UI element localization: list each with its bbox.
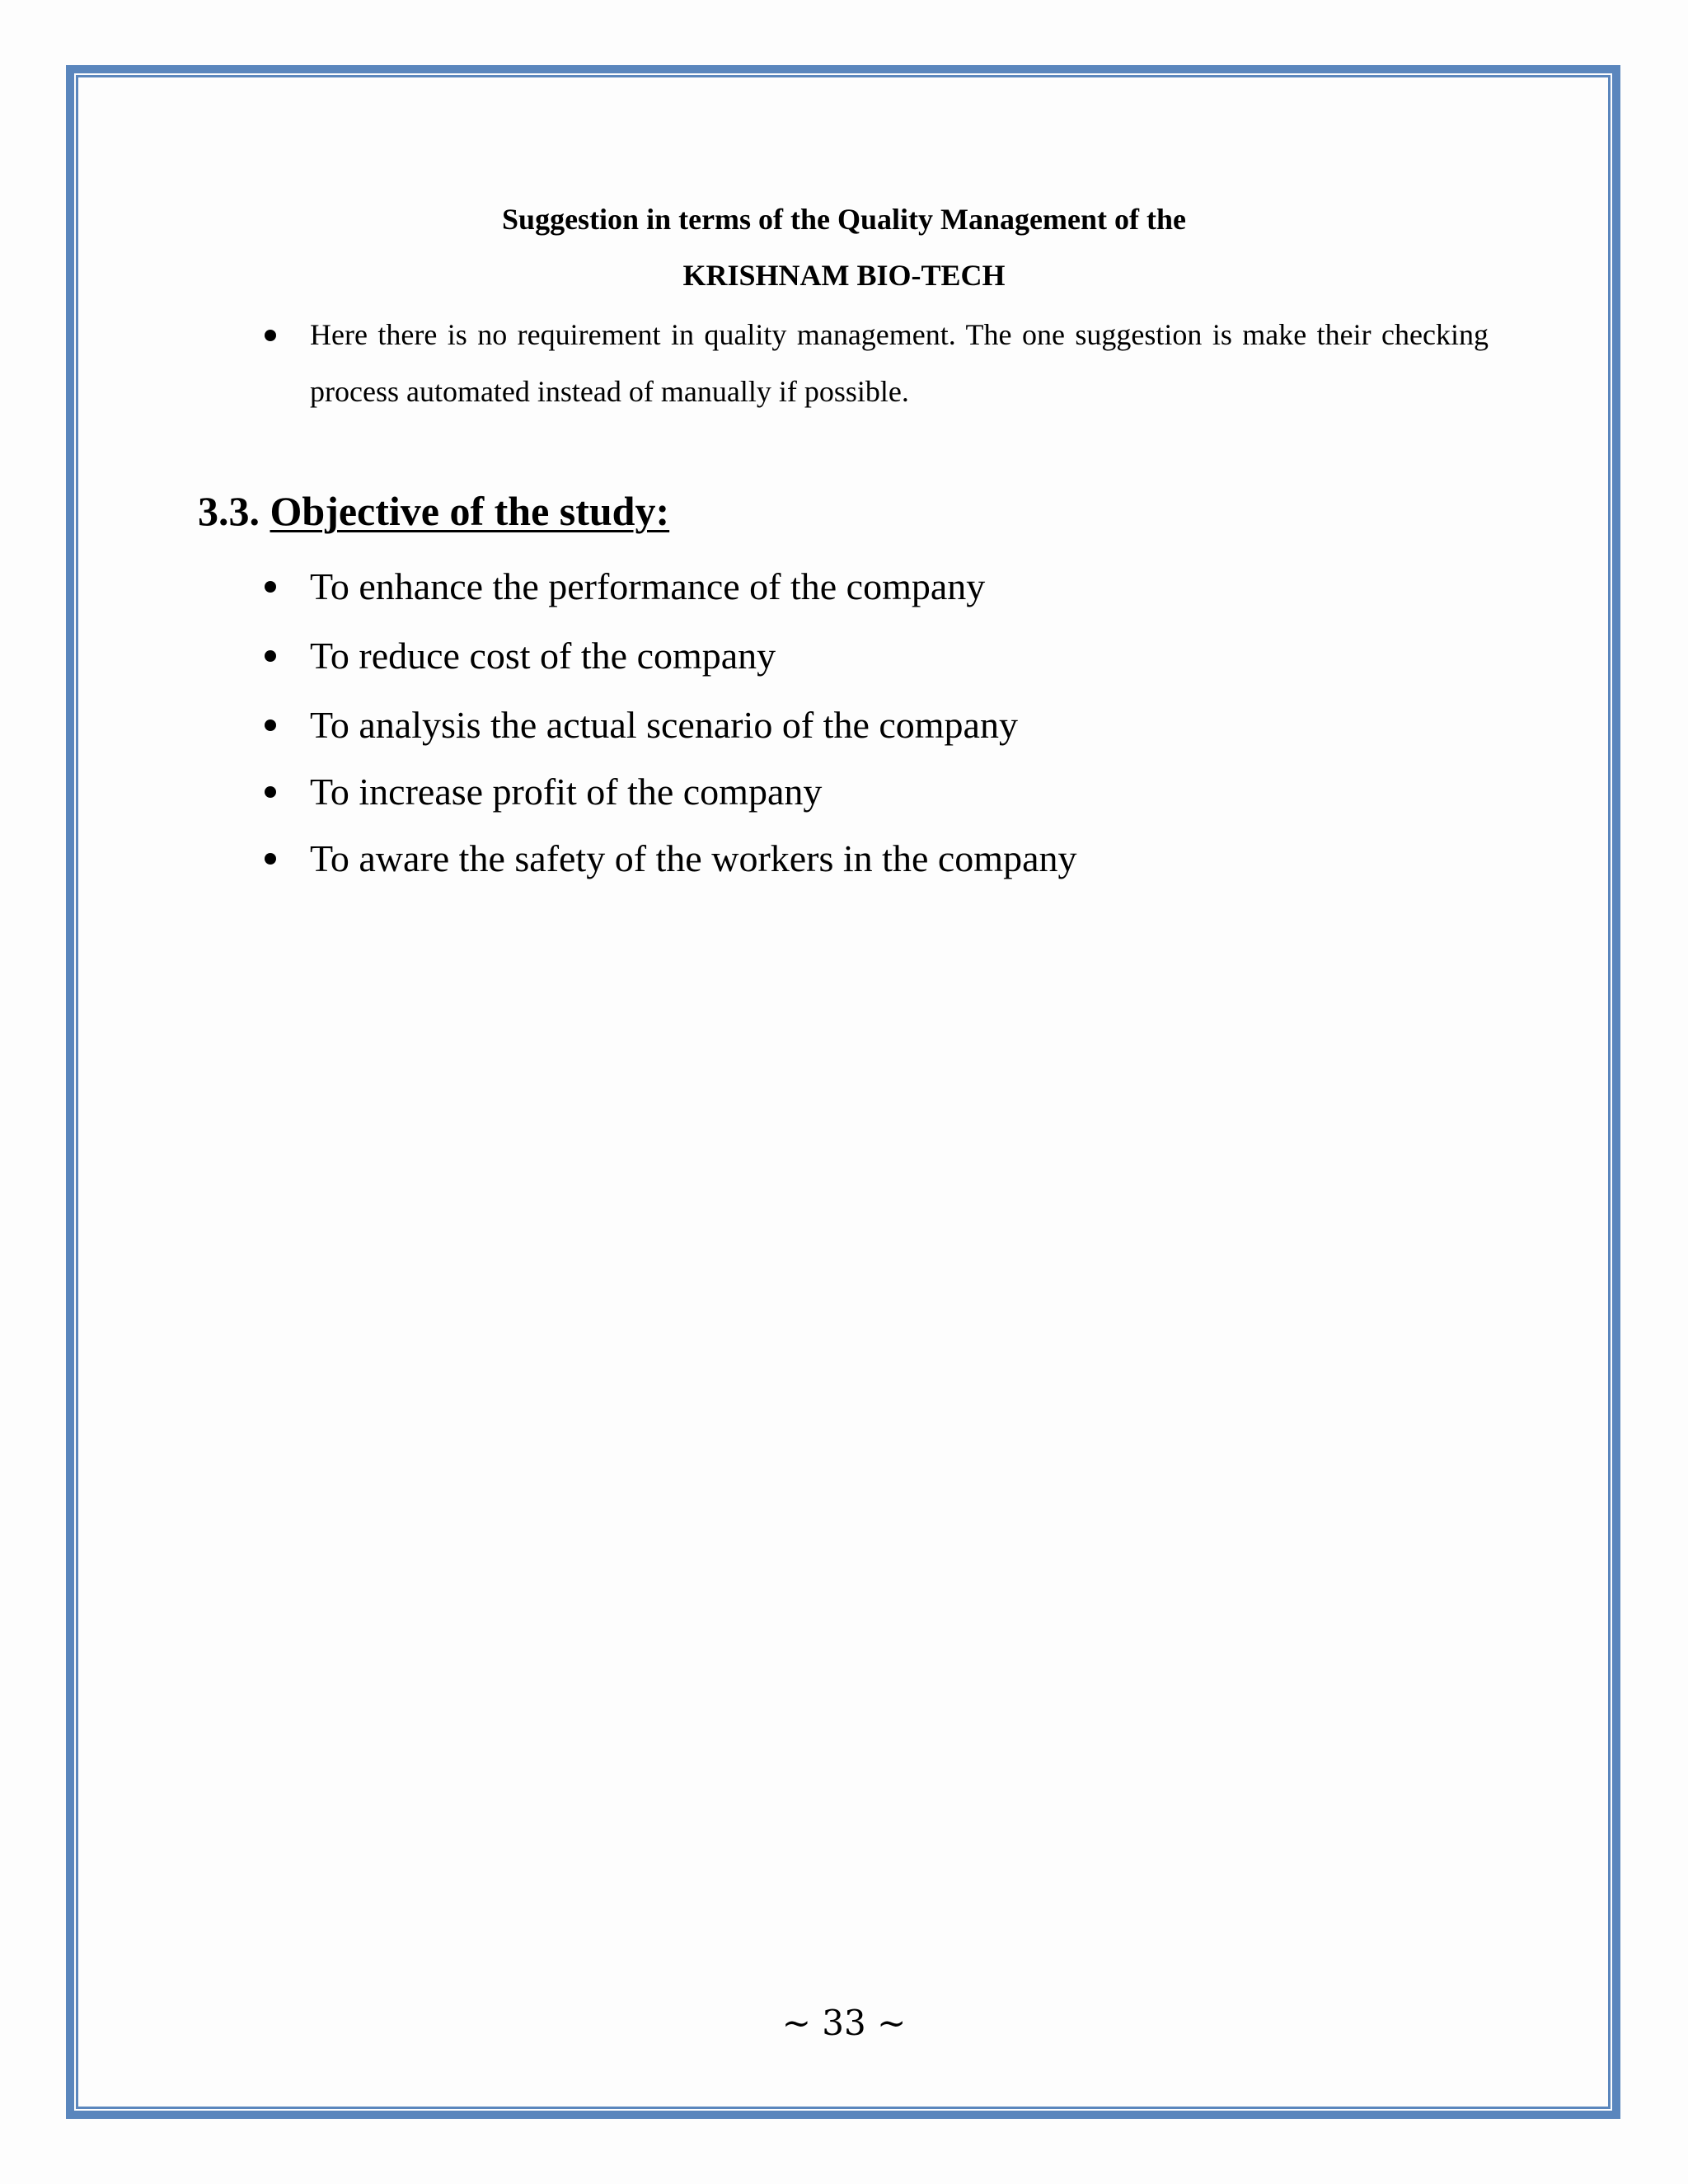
bullet-icon [260, 650, 280, 662]
suggestion-heading-line2: KRISHNAM BIO-TECH [682, 259, 1006, 292]
section-heading [198, 485, 669, 537]
bullet-icon [260, 719, 280, 731]
bullet-icon [260, 330, 280, 341]
objective-item: To reduce cost of the company [310, 635, 776, 677]
bullet-icon [260, 786, 280, 798]
bullet-icon [260, 853, 280, 865]
objective-item: To analysis the actual scenario of the company [310, 704, 1018, 746]
suggestion-heading-line1: Suggestion in terms of the Quality Management of the [502, 203, 1186, 236]
section-title: Objective of the study: [270, 488, 670, 534]
objective-item: To increase profit of the company [310, 771, 823, 813]
suggestion-paragraph: Here there is no requirement in quality management. The one suggestion is make their checking process automated instead of manually if possible. [310, 318, 1489, 408]
page-number: ~ 33 ~ [781, 2003, 907, 2043]
bullet-icon [260, 581, 280, 593]
objective-item: To aware the safety of the workers in the company [310, 837, 1077, 879]
objective-item: To enhance the performance of the company [310, 565, 986, 607]
section-number: 3.3. [198, 488, 260, 534]
